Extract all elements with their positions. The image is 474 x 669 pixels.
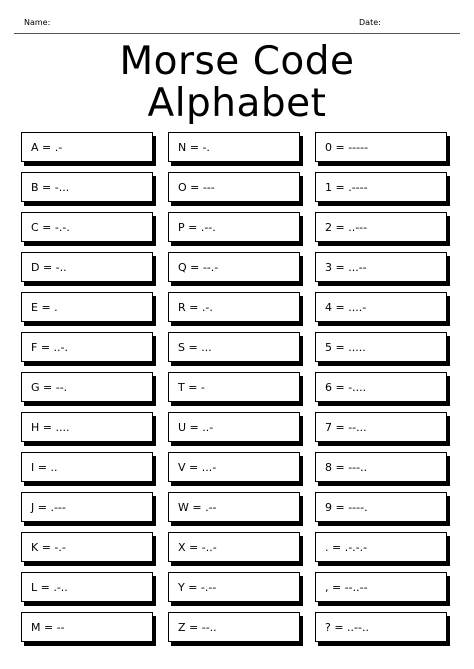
morse-card-text: G = --. — [31, 381, 68, 394]
morse-card-text: 2 = ..--- — [325, 221, 368, 234]
morse-card — [168, 572, 300, 602]
morse-card — [315, 332, 447, 362]
morse-card-text: V = ...- — [178, 461, 217, 474]
morse-card-text: O = --- — [178, 181, 215, 194]
morse-card-text: N = -. — [178, 141, 210, 154]
morse-card-text: Q = --.- — [178, 261, 219, 274]
morse-card-text: 0 = ----- — [325, 141, 369, 154]
morse-card — [21, 172, 153, 202]
morse-card — [168, 212, 300, 242]
morse-card-text: I = .. — [31, 461, 58, 474]
morse-card — [168, 532, 300, 562]
morse-card — [315, 212, 447, 242]
morse-card — [168, 412, 300, 442]
morse-card-text: U = ..- — [178, 421, 214, 434]
morse-card — [315, 492, 447, 522]
morse-card-text: Y = -.-- — [178, 581, 217, 594]
morse-card — [21, 372, 153, 402]
morse-card — [21, 292, 153, 322]
morse-card — [315, 252, 447, 282]
morse-card-text: , = --..-- — [325, 581, 368, 594]
morse-card-text: A = .- — [31, 141, 63, 154]
morse-card — [21, 452, 153, 482]
morse-card-text: X = -..- — [178, 541, 217, 554]
morse-card-text: W = .-- — [178, 501, 217, 514]
page-title-line-1: Morse Code — [119, 39, 355, 84]
morse-card-text: S = ... — [178, 341, 212, 354]
morse-card-text: 5 = ..... — [325, 341, 366, 354]
morse-card-text: B = -... — [31, 181, 70, 194]
morse-card — [168, 292, 300, 322]
morse-card-text: R = .-. — [178, 301, 213, 314]
morse-card — [315, 572, 447, 602]
morse-card-text: H = .... — [31, 421, 70, 434]
morse-card — [315, 172, 447, 202]
morse-card — [315, 532, 447, 562]
morse-card-text: 4 = ....- — [325, 301, 367, 314]
morse-card-text: 3 = ...-- — [325, 261, 367, 274]
morse-card-text: 8 = ---.. — [325, 461, 368, 474]
morse-card — [21, 212, 153, 242]
morse-card — [168, 452, 300, 482]
morse-card — [21, 132, 153, 162]
morse-card-text: M = -- — [31, 621, 65, 634]
morse-card — [21, 412, 153, 442]
morse-card-text: J = .--- — [31, 501, 66, 514]
morse-card — [21, 612, 153, 642]
date-label: Date: — [359, 18, 381, 27]
morse-card — [21, 252, 153, 282]
morse-card — [315, 452, 447, 482]
morse-card-text: ? = ..--.. — [325, 621, 369, 634]
morse-card-text: 9 = ----. — [325, 501, 368, 514]
morse-card-text: 7 = --... — [325, 421, 367, 434]
morse-card-text: K = -.- — [31, 541, 66, 554]
morse-card — [21, 532, 153, 562]
morse-card — [315, 372, 447, 402]
morse-card-text: F = ..-. — [31, 341, 68, 354]
morse-card-text: . = .-.-.- — [325, 541, 368, 554]
morse-card — [315, 612, 447, 642]
morse-card — [168, 332, 300, 362]
morse-card — [315, 412, 447, 442]
morse-card — [168, 132, 300, 162]
morse-card-text: 6 = -.... — [325, 381, 367, 394]
morse-card-text: D = -.. — [31, 261, 67, 274]
morse-card-text: L = .-.. — [31, 581, 68, 594]
morse-card — [21, 572, 153, 602]
morse-card — [168, 172, 300, 202]
morse-card — [168, 372, 300, 402]
morse-card-text: C = -.-. — [31, 221, 70, 234]
morse-card — [315, 132, 447, 162]
page-title-line-2: Alphabet — [147, 81, 327, 126]
name-label: Name: — [24, 18, 51, 27]
morse-card-text: E = . — [31, 301, 58, 314]
morse-card — [21, 492, 153, 522]
name-date-line — [14, 15, 460, 34]
morse-card-text: Z = --.. — [178, 621, 217, 634]
morse-card-text: T = - — [178, 381, 205, 394]
morse-card-text: P = .--. — [178, 221, 216, 234]
morse-card — [168, 612, 300, 642]
morse-card — [21, 332, 153, 362]
morse-card-text: 1 = .---- — [325, 181, 368, 194]
morse-card — [315, 292, 447, 322]
morse-card — [168, 492, 300, 522]
morse-card — [168, 252, 300, 282]
